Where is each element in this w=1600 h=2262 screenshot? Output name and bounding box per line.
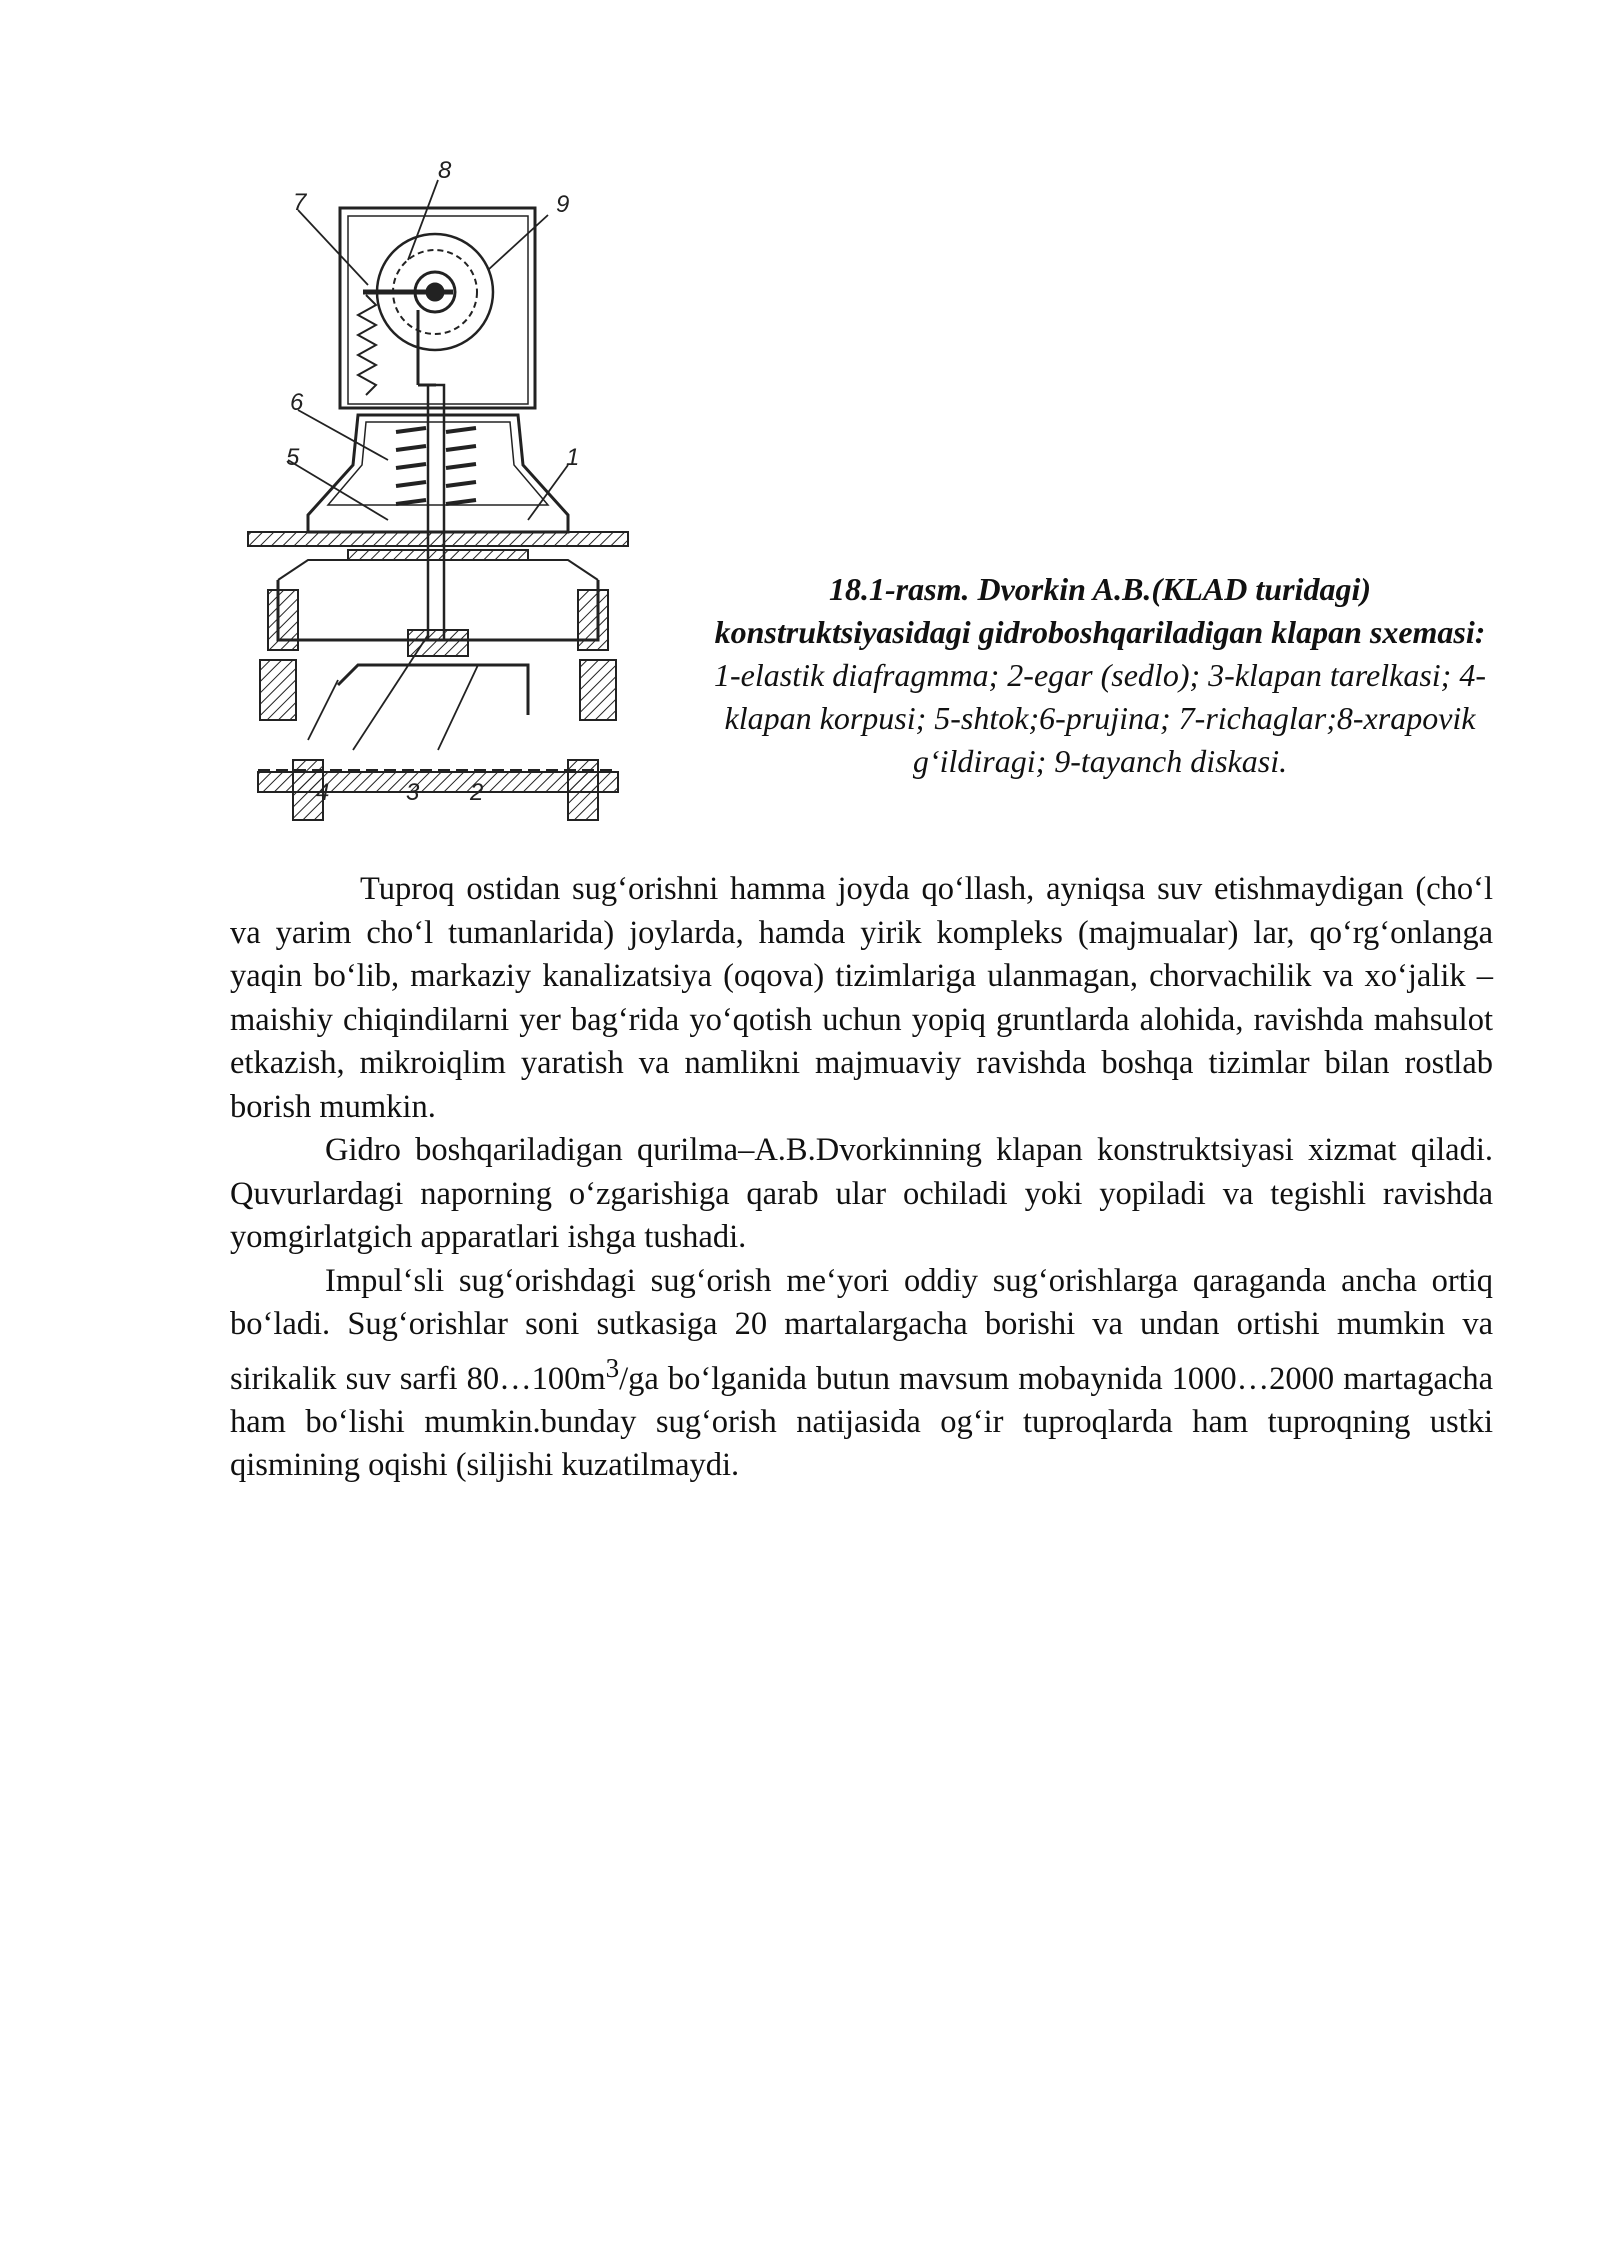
label-3: 3 [406, 779, 420, 806]
paragraph-1: Tuproq ostidan sugʻorishni hamma joyda qoʻllash, ayniqsa suv etishmaydigan (choʻl va yarim choʻl tumanlarida) joylarda, hamda yirik kompleks (majmualar) lar, qoʻrgʻonlanga yaqin boʻlib, markaziy kanalizatsiya (oqova) tizimlariga ulanmagan, chorvachilik va xoʻjalik – maishiy chiqindilarni yer bagʻrida yoʻqotish uchun yopiq gruntlarda alohida, ravishda mahsulot etkazish, mikroiqlim yaratish va namlikni majmuaviy ravishda boshqa tizimlar bilan rostlab borish mumkin. [230, 871, 1493, 1125]
paragraph-3-part-1: Impulʻsli sugʻorishdagi sugʻorish meʻyori oddiy sugʻorishlarga qaraganda ancha ortiq boʻladi. Sugʻorishlar soni sutkasiga 20 martalargacha borishi va undan ortishi mumkin va sirikalik suv sarfi 80…100m [230, 1262, 1493, 1397]
superscript-3: 3 [605, 1352, 620, 1383]
label-9: 9 [556, 191, 570, 218]
paragraph-3-part-2: /ga boʻlganida butun mavsum mobaynida 1000…2000 martagacha ham boʻlishi mumkin.bunday sugʻorish natijasida ogʻir tuproqlarda ham tuproqning ustki qismining oqishi (siljishi kuzatilmaydi. [230, 1360, 1493, 1484]
label-2: 2 [470, 779, 484, 806]
valve-seat [338, 665, 528, 715]
label-1: 1 [566, 444, 580, 471]
label-5: 5 [286, 444, 300, 471]
bonnet [308, 415, 568, 532]
diaphragm [248, 532, 628, 546]
label-6: 6 [290, 389, 304, 416]
paragraph-3 [230, 1260, 1493, 1488]
shaft [428, 385, 444, 640]
caption-legend: 1-elastik diafragmma; 2-egar (sedlo); 3-klapan tarelkasi; 4-klapan korpusi; 5-shtok;6-prujina; 7-richaglar;8-xrapovik gʻildiragi; 9-tayanch diskasi. [714, 657, 1486, 779]
main-spring [396, 428, 476, 504]
figure-caption [700, 568, 1500, 783]
valve-diagram [238, 160, 638, 825]
label-8: 8 [438, 160, 452, 184]
label-7: 7 [293, 189, 307, 216]
small-spring [358, 295, 376, 395]
caption-title: 18.1-rasm. Dvorkin A.B.(KLAD turidagi) konstruktsiyasidagi gidroboshqariladigan klapan sxemasi: [714, 571, 1486, 650]
label-4: 4 [316, 779, 330, 806]
body-text [230, 868, 1493, 1488]
paragraph-2: Gidro boshqariladigan qurilma–A.B.Dvorkinning klapan konstruktsiyasi xizmat qiladi. Quvurlardagi naporning oʻzgarishiga qarab ular ochiladi yoki yopiladi va tegishli ravishda yomgirlatgich apparatlari ishga tushadi. [230, 1132, 1493, 1255]
